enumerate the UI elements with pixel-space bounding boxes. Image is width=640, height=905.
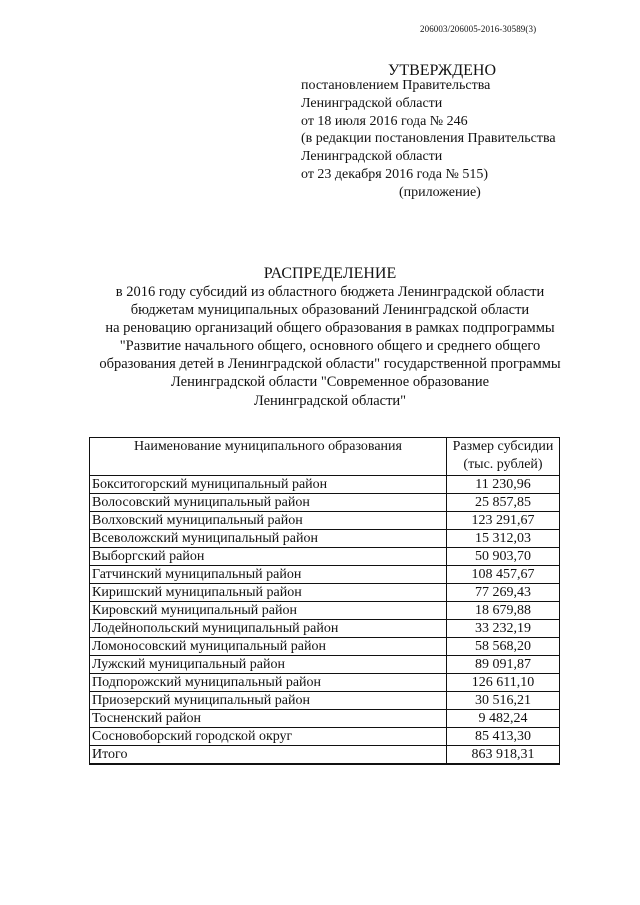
- table-row: [90, 692, 560, 710]
- total-row: [90, 746, 560, 765]
- municipality-name: Приозерский муниципальный район: [90, 692, 447, 710]
- document-description: [60, 283, 600, 410]
- description-line: бюджетам муниципальных образований Ленинградской области: [130, 302, 530, 319]
- subsidy-amount: 15 312,03: [447, 530, 560, 548]
- description-line: на реновацию организаций общего образования в рамках подпрограммы: [105, 320, 555, 337]
- approval-block: [301, 77, 556, 202]
- approval-line: Ленинградской области: [301, 95, 443, 111]
- approval-line: (в редакции постановления Правительства: [301, 131, 556, 147]
- subsidy-amount: 126 611,10: [447, 674, 560, 692]
- total-amount: 863 918,31: [447, 746, 560, 765]
- subsidy-amount: 18 679,88: [447, 602, 560, 620]
- subsidy-amount: 108 457,67: [447, 566, 560, 584]
- table-row: [90, 494, 560, 512]
- municipality-name: Тосненский район: [90, 710, 447, 728]
- subsidy-amount: 58 568,20: [447, 638, 560, 656]
- table-row: [90, 476, 560, 494]
- table-row: [90, 710, 560, 728]
- approval-line: от 23 декабря 2016 года № 515): [301, 166, 488, 182]
- subsidy-amount: 77 269,43: [447, 584, 560, 602]
- table-row: [90, 674, 560, 692]
- approval-heading: УТВЕРЖДЕНО: [388, 62, 497, 79]
- table-row: [90, 530, 560, 548]
- subsidy-amount: 30 516,21: [447, 692, 560, 710]
- column-header-amount-line1: Размер субсидии: [452, 439, 554, 454]
- municipality-name: Ломоносовский муниципальный район: [90, 638, 447, 656]
- approval-line: от 18 июля 2016 года № 246: [301, 113, 468, 129]
- column-header-amount-line2: (тыс. рублей): [463, 456, 543, 472]
- description-line: образования детей в Ленинградской области" государственной программы: [99, 356, 561, 373]
- municipality-name: Сосновоборский городской округ: [90, 728, 447, 746]
- municipality-name: Выборгский район: [90, 548, 447, 566]
- municipality-name: Лодейнопольский муниципальный район: [90, 620, 447, 638]
- municipality-name: Кировский муниципальный район: [90, 602, 447, 620]
- subsidy-amount: 9 482,24: [447, 710, 560, 728]
- column-header-amount: [447, 438, 560, 476]
- table-header-row: [90, 438, 560, 476]
- municipality-name: Лужский муниципальный район: [90, 656, 447, 674]
- description-line: Ленинградской области": [253, 392, 407, 409]
- table-row: [90, 512, 560, 530]
- approval-line: постановлением Правительства: [301, 78, 491, 93]
- table-row: [90, 620, 560, 638]
- subsidy-amount: 33 232,19: [447, 620, 560, 638]
- table-row: [90, 584, 560, 602]
- municipality-name: Волосовский муниципальный район: [90, 494, 447, 512]
- table-row: [90, 728, 560, 746]
- subsidy-amount: 50 903,70: [447, 548, 560, 566]
- approval-line: (приложение): [399, 184, 481, 200]
- document-id: 206003/206005-2016-30589(3): [420, 24, 537, 34]
- municipality-name: Гатчинский муниципальный район: [90, 566, 447, 584]
- subsidy-amount: 123 291,67: [447, 512, 560, 530]
- table-row: [90, 548, 560, 566]
- municipality-name: Киришский муниципальный район: [90, 584, 447, 602]
- subsidy-amount: 89 091,87: [447, 656, 560, 674]
- subsidy-amount: 85 413,30: [447, 728, 560, 746]
- subsidy-amount: 11 230,96: [447, 476, 560, 494]
- column-header-name: Наименование муниципального образования: [90, 438, 447, 476]
- title-block: [60, 264, 600, 410]
- municipality-name: Бокситогорский муниципальный район: [90, 476, 447, 494]
- municipality-name: Волховский муниципальный район: [90, 512, 447, 530]
- table-row: [90, 656, 560, 674]
- description-line: Ленинградской области "Современное образование: [170, 374, 490, 391]
- total-label: Итого: [90, 746, 447, 765]
- description-line: в 2016 году субсидий из областного бюджета Ленинградской области: [115, 284, 545, 300]
- municipality-name: Подпорожский муниципальный район: [90, 674, 447, 692]
- description-line: "Развитие начального общего, основного общего и среднего общего: [119, 338, 541, 355]
- municipality-name: Всеволожский муниципальный район: [90, 530, 447, 548]
- subsidy-amount: 25 857,85: [447, 494, 560, 512]
- document-title: РАСПРЕДЕЛЕНИЕ: [263, 265, 397, 282]
- table-row: [90, 638, 560, 656]
- table-row: [90, 566, 560, 584]
- approval-line: Ленинградской области: [301, 149, 443, 165]
- subsidy-table: [89, 437, 560, 765]
- table-row: [90, 602, 560, 620]
